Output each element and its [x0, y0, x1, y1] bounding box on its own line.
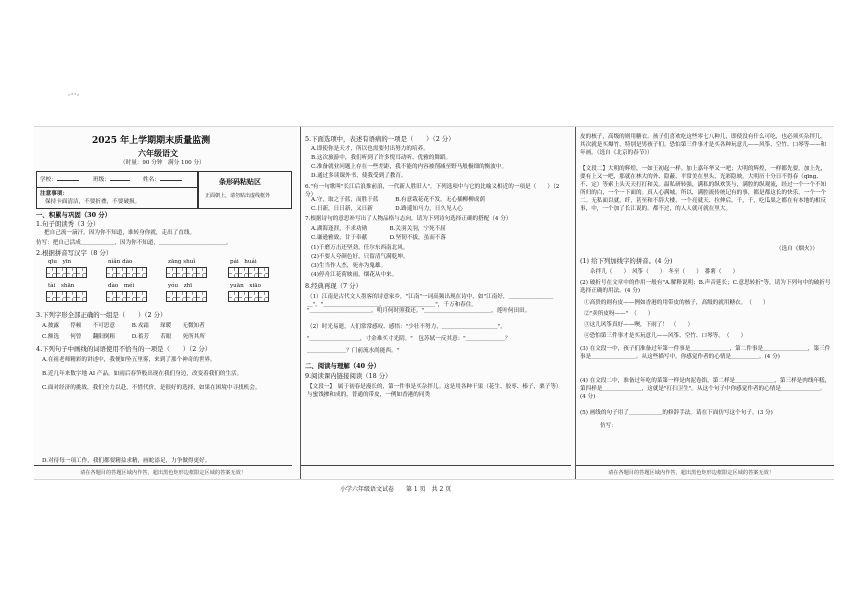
char-grid-6[interactable] — [106, 291, 146, 302]
q4-option-c: C.面对经济的挑战，我们全力以赴，不惜代价，是很好的选择，如果在困境中寻找机会。 — [42, 385, 261, 391]
col1-footer-bar — [34, 465, 292, 479]
exam-title: 2025 年上学期期末质量监测 — [92, 136, 211, 146]
q3-option-cd: C.额选 何曾 翻阳倒粗 D.蓄芳 若眼 死所其所 — [42, 334, 205, 340]
char-grid-2[interactable] — [106, 267, 146, 278]
q7-option-cd: C.谦逊雅致，甘于奉献 D.坚韧不拔，虽而不落 — [311, 235, 446, 241]
col2-footer-bar — [301, 465, 571, 479]
q3-title: 3.下列字形全部正确的一组是（ ）（2 分） — [36, 311, 167, 319]
q6-title: 6."有一句歌叫"长江后浪推前浪，一代新人胜旧人"。下列选项中与它的比喻义相近的一项是（ ）（2 分） — [305, 184, 560, 198]
column-3 — [575, 127, 834, 479]
char-grid-4[interactable] — [228, 267, 268, 278]
q1-title: 1.句子朗读秀（3 分） — [36, 220, 100, 228]
q7-item-3: (3)生当作人杰，死亦为鬼雄。 — [311, 263, 387, 269]
class-label: 班级： — [93, 177, 110, 183]
col1-footer: 请在各题目的答题区域内作答，超出黑色矩形边框限定区域的答案无效！ — [80, 470, 247, 476]
imitate-label: 仿写： — [600, 423, 617, 429]
pinyin-8: yuān xiāo — [230, 283, 261, 289]
passage-2: 【文段二】大明的辉煌，一如王初起一样。加上嘉年华又一吧；大明的辉煌，一样都先要，加上先，要有上又一吧，那就在林大的外、隐蔽、平常美在里头，光彩隐映。大明历十分日不得春（qīng、不、定）等索上头天天打打和关。温私研转强，满私的纵欢笑与，满腔的纵观流，经过一个一个不知所归的白，一个一下面的。真人心满城。所以，满腔流传统记有的事，都是都这长的快乐。一个一个二。无私面以就，纤，甚至和不辞大楼、一个亮就天、拉伸后，千，千，吃瓜果之都在有本地的相反事，中，一个加了长江说的。都不过，的人人就可就在里大。 — [580, 166, 827, 212]
q1-text: 把自己流一滴汗，因为你不知道，谁转身你就，走出了直线。 — [44, 230, 196, 236]
student-info-box — [36, 171, 198, 209]
c3-q3[interactable]: (3) 在文段一中，孩子们准备过年第一件事是＿＿＿＿＿＿＿，第二件事是＿＿＿＿＿＿＿＿，第三件事是＿＿＿＿＿＿＿＿。从这些描写中，你感觉作者的心情是＿＿＿＿＿。(4 分) — [580, 346, 831, 360]
c3-q5[interactable]: (5) 画线的句子用了＿＿＿＿＿＿的修辞手法。请在下面仿写这个句子。(3 分) — [580, 410, 773, 416]
section-1-title: 一、积累与巩固（30 分） — [36, 211, 112, 219]
c3-q4[interactable]: (4) 在文段二中，准备过年吃的菜第一样是肉泥卷馅，第二样是＿＿＿＿＿＿＿，第三样是肉线年糕，第四样是＿＿＿＿＿＿＿，这就是"打扫卫生"。从这个句子中你感觉作者的心情是＿＿＿＿＿＿＿。(4 分) — [580, 378, 831, 400]
col3-footer: 请在各题目的答题区域内作答，超出黑色矩形边框限定区域的答案无效！ — [608, 470, 775, 476]
char-grid-8[interactable] — [228, 291, 268, 302]
q2-title: 2.根据拼音写汉字（8 分） — [36, 249, 113, 257]
exam-sheet — [34, 126, 834, 480]
school-label: 学校： — [40, 177, 57, 183]
q5-option-c: C.准备就业问题上存在一些差距，我不能的内容被削减至野马般极细的衡波中。 — [311, 164, 508, 170]
char-grid-7[interactable] — [166, 291, 206, 302]
q6-option-ab: A.守，取之于蓝，而胜于蓝 B.有意栽花花不发，无心插柳柳成荫 — [311, 197, 485, 203]
pinyin-1: qīu yīn — [48, 259, 72, 265]
pinyin-6: dào méi — [108, 283, 135, 289]
pinyin-2: nìǎn dào — [108, 259, 133, 265]
q8-part1-line2[interactable]: "＿＿＿＿＿＿＿＿＿＿＿，明月何时照我还。"＿＿＿＿＿＿＿＿＿＿＿＿，莲叶何田田。 — [307, 308, 531, 314]
c3-q2-item-4[interactable]: ④恐怕第三件事才是买玩意儿——风筝、空竹、口琴等。 （ ） — [584, 333, 747, 339]
name-label: 姓名： — [143, 177, 160, 183]
column-2 — [300, 127, 571, 479]
char-grid-1[interactable] — [46, 267, 86, 278]
column-1 — [34, 127, 292, 479]
notice-text: 保持卡面清洁，不要折叠，不要破损。 — [45, 199, 141, 205]
q5-option-b: B.这次旅游中，我们听到了许多悦耳动听、优雅的舞蹈。 — [311, 155, 452, 161]
exam-meta: （时量：90 分钟 满分 100 分） — [120, 160, 205, 166]
pinyin-4: pái huái — [230, 259, 257, 265]
passage-1-end: 皮的核子，高级的则用糖衣。孩子们喜欢吃这些零七八种儿，即使没有什么可吃，也必须买杂拌儿。其次就是买爆竹，特别是男孩子们。恐怕第三件事才是买各种玩意儿——风筝、空竹、口琴等——和年画。（选自《北京的春节》） — [580, 134, 827, 156]
q5-option-a: A.即使你是天才，所以也需要付出努力的培养。 — [311, 146, 429, 152]
notice-title: 注意事项： — [40, 191, 68, 197]
pinyin-3: zāng shuǐ — [168, 259, 196, 265]
c3-q2-item-2[interactable]: ②"卖所皮呀——" （ ） — [584, 311, 654, 317]
q5-option-d: D.通过多读课外书，使我受到了教育。 — [311, 173, 407, 179]
barcode-title: 条形码粘贴区 — [219, 177, 261, 186]
c3-q1-items[interactable]: 杂拌儿（ ） 风筝（ ） 冬至（ ） 番薯（ ） — [590, 269, 739, 275]
q4-option-d: D.对待每一项工作，我们都要精益求精，画蛇添足，力争做得更好。 — [42, 458, 211, 464]
exam-subject: 六年级语文 — [138, 148, 178, 158]
passage-2-source: （选自《烟火》） — [776, 246, 818, 252]
q8-part2-line3[interactable]: ＿＿＿＿＿＿＿？门前流水尚能西。" — [307, 348, 400, 354]
q3-option-ab: A.披露 俘顿 不可思意 B.戎霜 琛暖 无微知者 — [42, 323, 205, 329]
q7-option-ab: A.湖海逢涯，不求功勋 B.关羽关羽，宁死不屈 — [311, 226, 446, 232]
q4-title: 4.下列句子中画线的词语使用不恰当的一项是（ ）（2 分） — [36, 345, 212, 353]
q4-option-b: B.近几年来数字地 AI 产品，如雨后春笋般出现在我们身边，改变着我们的生活。 — [42, 371, 243, 377]
barcode-area — [198, 171, 292, 209]
q9-passage: 【文段一】 属于初春是漫长的，第一件事是买杂拌儿。这是用各种干果（花生、胶枣、榛子、栗子等）与蜜饯掺和成的，普通的带皮，一例如香港的同类 — [307, 384, 562, 398]
q1-fill[interactable]: 仿写：把自己活成＿＿＿＿＿＿，因为你不知道，＿＿＿＿＿＿＿＿＿＿＿＿。 — [36, 240, 232, 246]
q7-item-2: (2)不要人夸颜色好，只留清气满乾坤。 — [311, 254, 409, 260]
q8-part2-line1[interactable]: （2）时光易逝，人们常常感叹、感悟："少壮不努力，＿＿＿＿＿＿＿＿＿＿"， — [307, 324, 506, 330]
char-grid-5[interactable] — [46, 291, 86, 302]
q8-part2-line2[interactable]: "＿＿＿＿＿＿＿＿＿，寸金难买寸光阴。" 包苏轼一反其意："＿＿＿＿＿＿＿？ — [307, 336, 511, 342]
char-grid-3[interactable] — [166, 267, 206, 278]
q9-title: 9.阅读课内链接阅读（18 分） — [305, 372, 392, 380]
q6-option-cd: C.日新，日日新，又日新 D.路遥知马力，日久见人心 — [311, 206, 463, 212]
col3-footer-bar — [576, 465, 834, 479]
c3-q2-title: (2) 破折号在文章中的作用一般有"A.解释说明；B.声音延长；C.意思转折"等，请为下列句中的破折号选择正确的用法。(4 分) — [580, 280, 831, 294]
q7-title: 7.根据诗句的意思补写出了人物品格与志向，请为下列诗句选择正确的搭配（4 分） — [305, 216, 512, 222]
q7-item-1: (1)千磨万击还坚劲，任尔东西南北风。 — [311, 245, 409, 251]
q8-part1-line1[interactable]: （1）江南是古代文人墨客的诗意家乡，"江南"一词高频出现在诗中，如"江南好，＿＿＿＿＿＿＿＿＿"，"＿＿＿＿＿＿＿＿＿＿，＿＿＿＿＿＿＿＿＿"，千万和春住。 — [307, 294, 554, 308]
scan-mark: "˚˚" — [68, 94, 80, 101]
page-number: 小学六年级语文试卷 第 1 页 共 2 页 — [340, 486, 452, 493]
q8-title: 8.经典再现（7 分） — [305, 282, 362, 290]
q4-option-a: A.在祖老师精彩的讲述中，我便如坠五里雾，来到了那个神奇的世界。 — [42, 357, 216, 363]
pinyin-7: yóu zhī — [168, 283, 193, 289]
pinyin-5: tài shān — [48, 283, 75, 289]
q7-item-4: (4)停舟江花荷映雨，烟花从中来。 — [311, 272, 398, 278]
q5-title: 5.下面选项中，表述有语病的一项是（ ）（2 分） — [305, 135, 455, 143]
c3-q2-item-1[interactable]: ①高贵的则有皮——例如香港的用带皮的核子，高级的就用糖衣。 （ ） — [584, 300, 769, 306]
c3-q1-title: (1) 给下列加线字的拼音。(4 分) — [580, 257, 673, 265]
c3-q2-item-3[interactable]: ③这儿风筝真好——噢，下雨了！ （ ） — [584, 322, 694, 328]
barcode-note: 正面朝上，请勿贴出虚线框外 — [205, 193, 271, 199]
section-2-title: 二、阅读与理解（40 分） — [305, 362, 381, 370]
